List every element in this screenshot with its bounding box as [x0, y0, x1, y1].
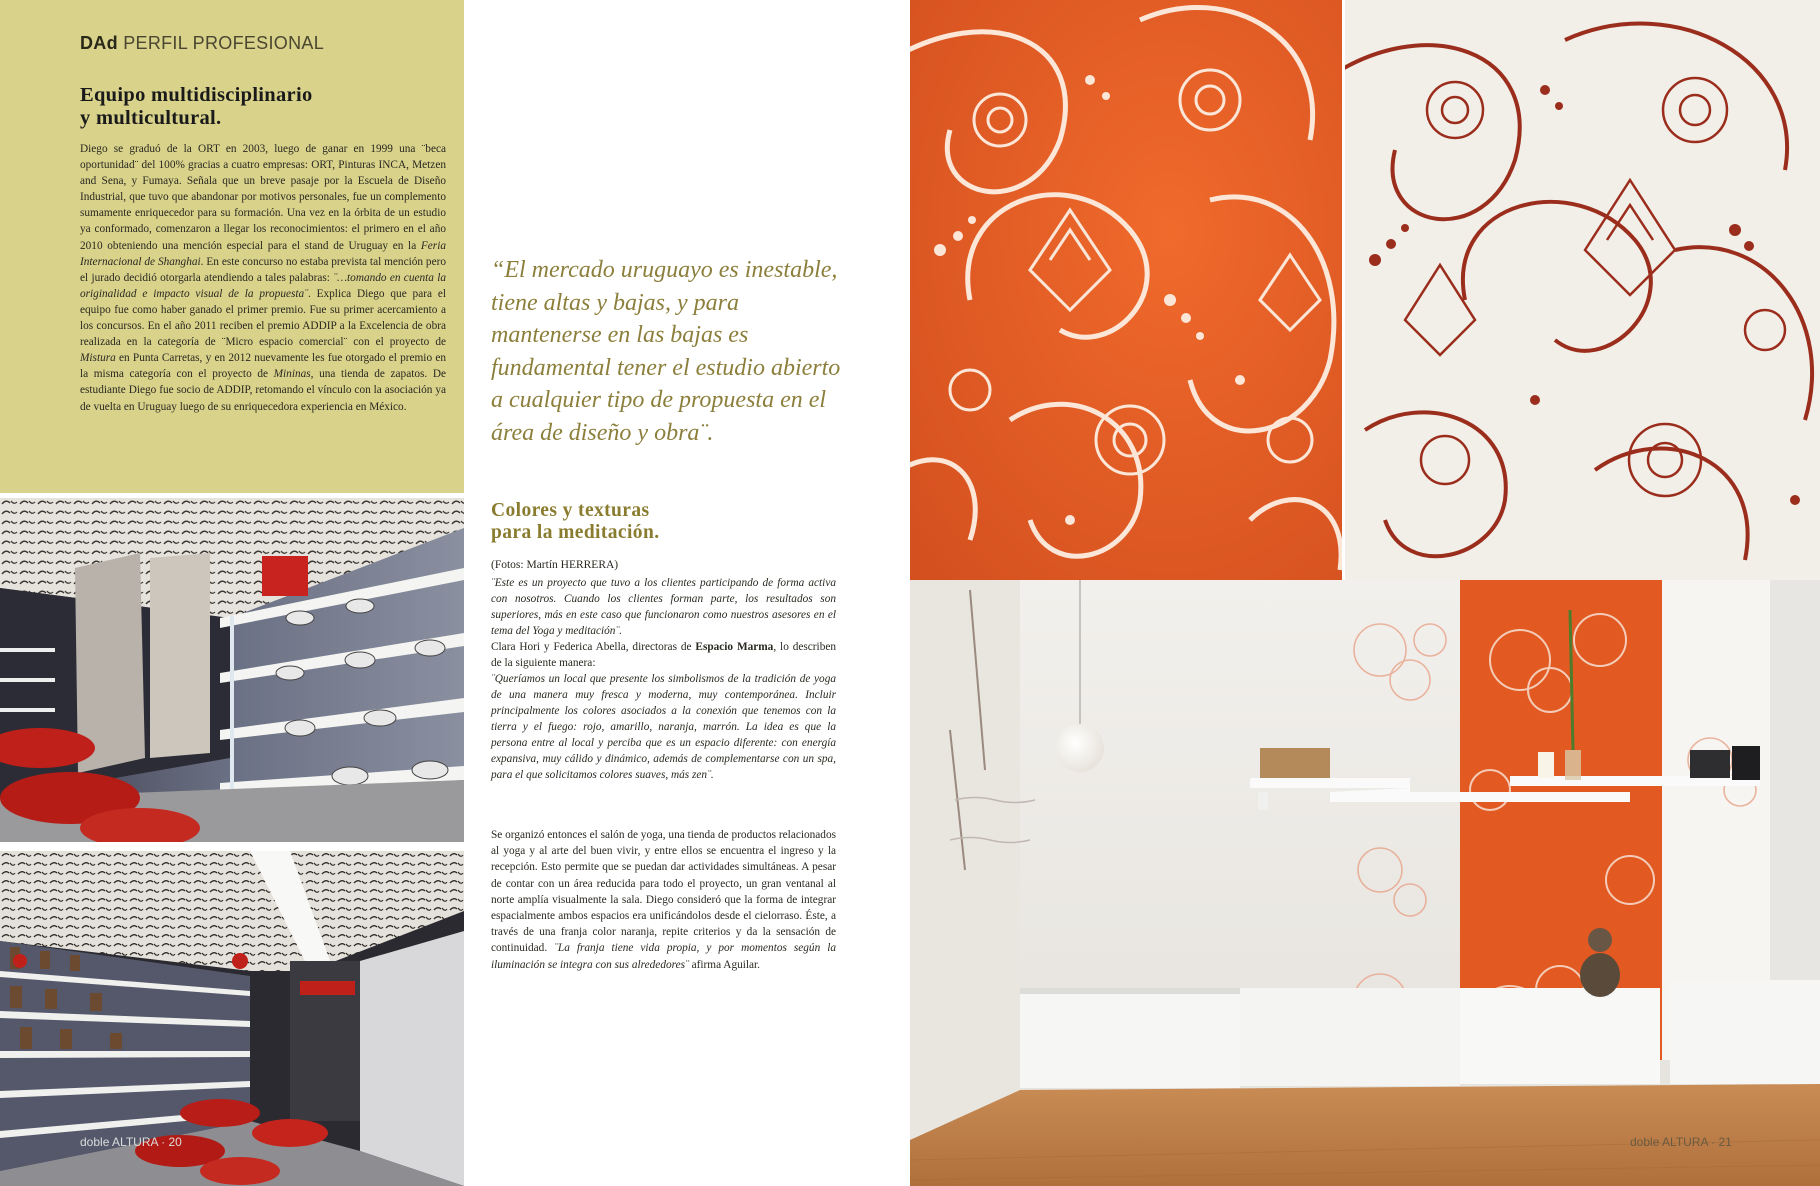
orange-paisley-photo: [910, 0, 1342, 580]
white-paisley-photo: [1345, 0, 1820, 580]
folio-right: doble ALTURA · 21: [1630, 1135, 1732, 1149]
shoe-store-photo-1: [0, 498, 464, 842]
photo-credit: (Fotos: Martín HERRERA): [491, 559, 619, 571]
pull-quote: “El mercado uruguayo es inestable, tiene altas y bajas, y para mantenerse en las bajas es fundamental tener el estudio abierto a cualquier tipo de propuesta en el área de diseño y obra¨.: [491, 257, 841, 446]
article-heading-2: Colores y texturas para la meditación.: [491, 500, 660, 543]
yoga-room-photo: [910, 580, 1820, 1186]
article-body-2: ¨Este es un proyecto que tuvo a los clientes participando de forma activa con nosotros. Cuando los clientes forman parte, los resultados son superiores, más en este caso que funcionaron como nuestros asesores en el tema del Yoga y meditación¨. Clara Hori y Federica Abella, directoras de Espacio Marma, lo describen de la siguiente manera: ¨Queríamos un local que presente los simbolismos de la tradición de yoga de una manera muy fresca y moderna, muy contemporánea. Incluir principalmente los colores asociados a la conexión que tenemos con la tierra y el fuego: rojo, amarillo, naranja, marrón. La idea es que la persona entre al local y perciba que es un espacio diferente: con energía expansiva, muy cálido y dinámico, además de complementarse con un spa, para el que solicitamos colores suaves, más zen¨.: [491, 577, 837, 781]
article-heading-1: Equipo multidisciplinario y multicultural.: [80, 84, 313, 129]
section-title: PERFIL PROFESIONAL: [123, 33, 324, 53]
article-body-1: Diego se graduó de la ORT en 2003, luego de ganar en 1999 una ¨beca oportunidad¨ del 100% gracias a cuatro empresas: ORT, Pinturas INCA, Metzen and Sena, y Fumaya. Señala que un breve pasaje por la Escuela de Diseño Industrial, que tuvo que abandonar por motivos personales, fue un complemento sumamente enriquecedor para su formación. Una vez en la órbita de un estudio ya conformado, comenzaron a llegar los reconocimientos: el primero en el año 2010 obteniendo una mención especial para el stand de Uruguay en la Feria Internacional de Shanghai. En este concurso no estaba prevista tal mención pero el jurado decidió otorgarla atendiendo a tales palabras: ¨…tomando en cuenta la originalidad e impacto visual de la propuesta¨. Explica Diego que para el equipo fue como haber ganado el primer premio. Fue su primer acercamiento a los concursos. En el año 2011 reciben el premio ADDIP a la Excelencia de obra realizada en la categoría de ¨Micro espacio comercial¨ con el proyecto de Mistura en Punta Carretas, y en 2012 nuevamente les fue otorgado el premio en la misma categoría con el proyecto de Mininas, una tienda de zapatos. De estudiante Diego fue socio de ADDIP, retomando el vínculo con la asociación ya de vuelta en Uruguay luego de su enriquecedora experiencia en México.: [80, 143, 446, 413]
shoe-store-photo-2: [0, 851, 464, 1186]
section-header: [80, 33, 324, 54]
folio-left: doble ALTURA · 20: [80, 1135, 182, 1149]
magazine-brand: DAd: [80, 33, 118, 53]
article-body-3: Se organizó entonces el salón de yoga, una tienda de productos relacionados al yoga y al arte del buen vivir, y entre ellos se encuentra el ingreso y la recepción. Esto permite que se puedan dar actividades simultáneas. A pesar de contar con un área reducida para todo el proyecto, un gran ventanal al norte amplía visualmente la sala. Diego consideró que la forma de integrar espacialmente ambos espacios era unificándolos desde el cielorraso. Éste, a través de una franja color naranja, repite criterios y da la sensación de continuidad. ¨La franja tiene vida propia, y por momentos según la iluminación se integra con sus alrededores¨ afirma Aguilar.: [491, 829, 837, 971]
